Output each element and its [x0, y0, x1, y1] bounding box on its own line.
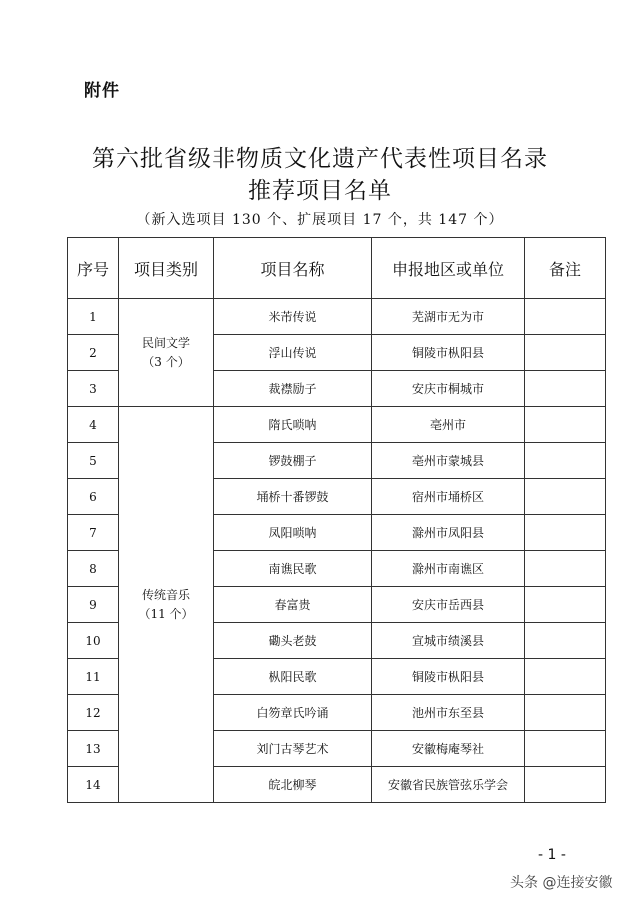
cell-name: 裁襟励子 — [214, 371, 372, 407]
cell-seq: 3 — [68, 371, 119, 407]
cell-region: 安徽梅庵琴社 — [372, 731, 525, 767]
cell-note — [525, 479, 606, 515]
cell-note — [525, 371, 606, 407]
cell-note — [525, 767, 606, 803]
table-header-row — [68, 238, 606, 299]
header-category: 项目类别 — [119, 238, 214, 299]
cell-region: 滁州市凤阳县 — [372, 515, 525, 551]
cell-name: 枞阳民歌 — [214, 659, 372, 695]
cell-name: 磡头老鼓 — [214, 623, 372, 659]
table-row — [68, 407, 606, 443]
cell-note — [525, 443, 606, 479]
cell-seq: 6 — [68, 479, 119, 515]
cell-region: 安徽省民族管弦乐学会 — [372, 767, 525, 803]
attachment-label: 附件 — [84, 81, 120, 101]
cell-name: 皖北柳琴 — [214, 767, 372, 803]
header-name: 项目名称 — [214, 238, 372, 299]
cell-region: 铜陵市枞阳县 — [372, 335, 525, 371]
category-count: （11 个） — [138, 606, 194, 621]
table-row — [68, 299, 606, 335]
watermark: 头条 @连接安徽 — [510, 875, 613, 891]
cell-seq: 8 — [68, 551, 119, 587]
cell-region: 亳州市 — [372, 407, 525, 443]
cell-region: 宿州市埇桥区 — [372, 479, 525, 515]
cell-seq: 4 — [68, 407, 119, 443]
cell-region: 滁州市南谯区 — [372, 551, 525, 587]
document-title: 第六批省级非物质文化遗产代表性项目名录 — [92, 146, 548, 172]
cell-note — [525, 551, 606, 587]
cell-seq: 12 — [68, 695, 119, 731]
cell-note — [525, 407, 606, 443]
cell-seq: 5 — [68, 443, 119, 479]
cell-region: 芜湖市无为市 — [372, 299, 525, 335]
cell-name: 隋氏唢呐 — [214, 407, 372, 443]
cell-seq: 2 — [68, 335, 119, 371]
cell-note — [525, 299, 606, 335]
cell-name: 凤阳唢呐 — [214, 515, 372, 551]
cell-note — [525, 587, 606, 623]
cell-note — [525, 515, 606, 551]
cell-seq: 10 — [68, 623, 119, 659]
category-count: （3 个） — [142, 354, 190, 369]
cell-note — [525, 695, 606, 731]
cell-region: 池州市东至县 — [372, 695, 525, 731]
cell-name: 埇桥十番锣鼓 — [214, 479, 372, 515]
cell-region: 宣城市绩溪县 — [372, 623, 525, 659]
cell-seq: 11 — [68, 659, 119, 695]
cell-name: 南谯民歌 — [214, 551, 372, 587]
header-note: 备注 — [525, 238, 606, 299]
cell-region: 安庆市岳西县 — [372, 587, 525, 623]
cell-name: 浮山传说 — [214, 335, 372, 371]
cell-seq: 14 — [68, 767, 119, 803]
cell-seq: 7 — [68, 515, 119, 551]
category-name: 民间文学 — [141, 335, 190, 350]
cell-name: 米芾传说 — [214, 299, 372, 335]
cell-name: 锣鼓棚子 — [214, 443, 372, 479]
cell-region: 亳州市蒙城县 — [372, 443, 525, 479]
cell-note — [525, 335, 606, 371]
header-region: 申报地区或单位 — [372, 238, 525, 299]
page-number: - 1 - — [538, 847, 566, 863]
header-seq: 序号 — [68, 238, 119, 299]
cell-seq: 13 — [68, 731, 119, 767]
category-cell-folk-literature — [119, 299, 214, 407]
cell-seq: 9 — [68, 587, 119, 623]
cell-note — [525, 731, 606, 767]
project-table — [67, 237, 606, 803]
cell-name: 白笏章氏吟诵 — [214, 695, 372, 731]
document-title-line2: 推荐项目名单 — [248, 178, 392, 204]
cell-seq: 1 — [68, 299, 119, 335]
cell-name: 刘门古琴艺术 — [214, 731, 372, 767]
cell-region: 安庆市桐城市 — [372, 371, 525, 407]
cell-name: 春富贵 — [214, 587, 372, 623]
category-cell-traditional-music — [119, 407, 214, 803]
category-name: 传统音乐 — [141, 587, 190, 602]
document-subtitle: （新入选项目 130 个、扩展项目 17 个，共 147 个） — [136, 212, 504, 228]
cell-note — [525, 623, 606, 659]
cell-region: 铜陵市枞阳县 — [372, 659, 525, 695]
cell-note — [525, 659, 606, 695]
